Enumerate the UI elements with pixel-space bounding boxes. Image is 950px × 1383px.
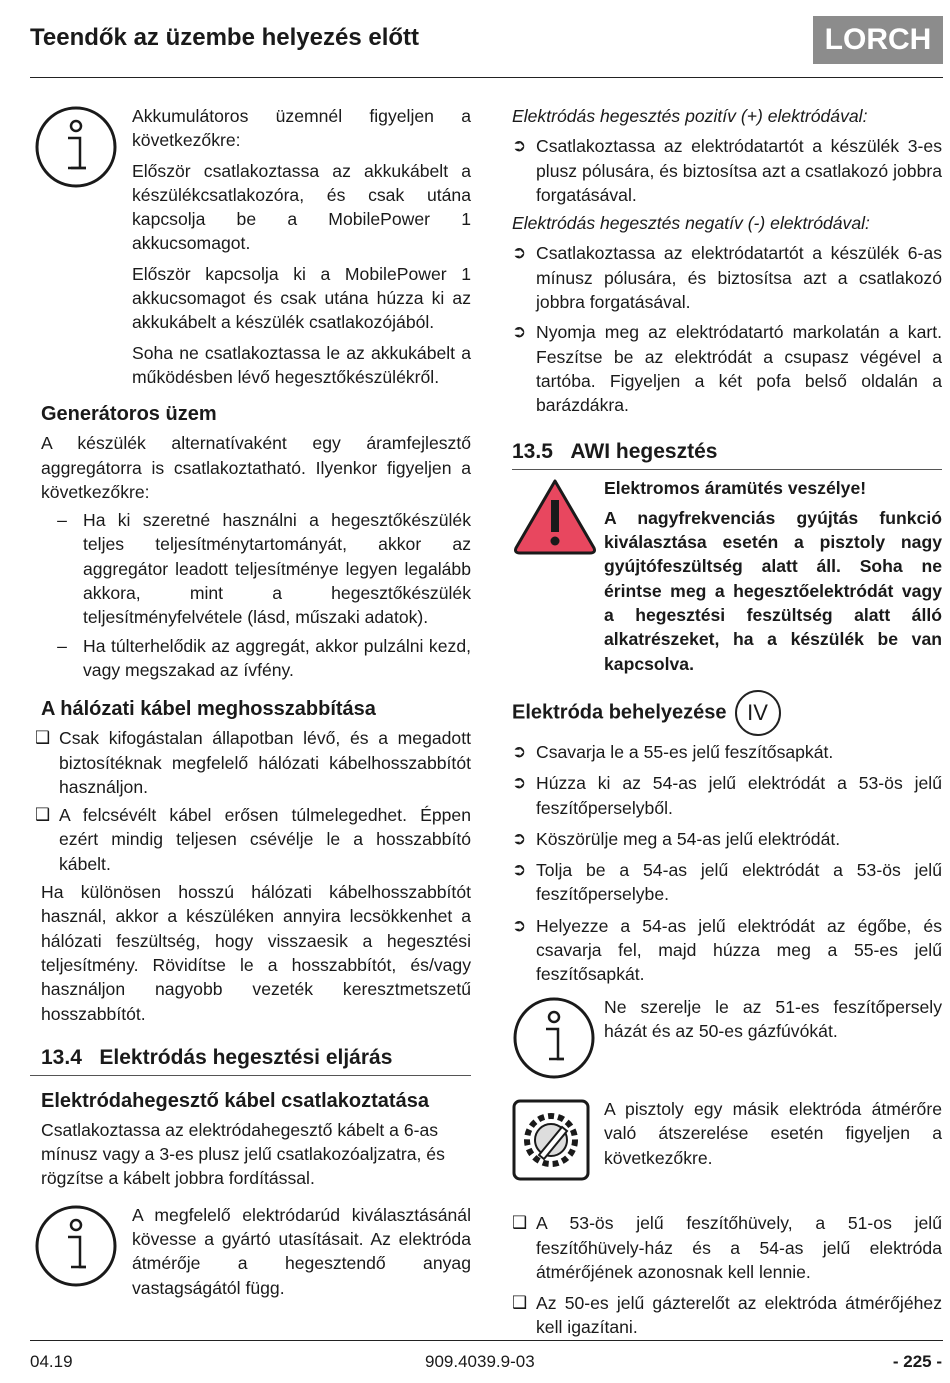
arrow-icon: ➲ — [512, 243, 527, 263]
list-item: ➲ Csatlakoztassa az elektródatartót a készülék 6-as mínusz pólusára, és biztosítsa azt a csatlakozó jobbra forgatásával. — [512, 241, 942, 314]
checkbox-icon: ❑ — [512, 1293, 528, 1313]
arrow-icon: ➲ — [512, 860, 527, 880]
gear-wrench-icon — [512, 1097, 604, 1189]
list-item: ➲ Csatlakoztassa az elektródatartót a készülék 3-es plusz pólusára, és biztosítsa azt a csatlakozó jobbra forgatásával. — [512, 134, 942, 207]
negative-label: Elektródás hegesztés negatív (-) elektródával: — [512, 213, 870, 234]
info-icon — [34, 1203, 126, 1295]
arrow-icon: ➲ — [512, 136, 527, 156]
note-text: A megfelelő elektródarúd kiválasztásánál kövesse a gyártó utasításait. Az elektróda átmérője a hegesztendő anyag vastagságától függ. — [132, 1204, 471, 1298]
arrow-icon: ➲ — [512, 322, 527, 342]
left-column — [35, 104, 471, 1300]
note-text: Soha ne csatlakoztassa le az akkukábelt a működésben lévő hegesztőkészülékről. — [132, 342, 471, 387]
note-text: Először kapcsolja ki a MobilePower 1 akkucsomagot és csak utána húzza ki az akkukábelt a készülék csatlakozójából. — [132, 263, 471, 333]
list-item: ❑ A felcsévélt kábel erősen túlmelegedhet. Éppen ezért mindig teljesen csévélje le a hosszabbító kábelt. — [35, 803, 471, 876]
list-item: ➲ Nyomja meg az elektródatartó markolatán a kart. Feszítse be az elektródát a csupasz végével a tartóba. Figyeljen a két pofa belső oldalán a barázdákra. — [512, 320, 942, 417]
checkbox-icon: ❑ — [512, 1213, 528, 1233]
note-text: Ne szerelje le az 51-es feszítőpersely házát és az 50-es gázfúvókát. — [604, 996, 942, 1041]
footer-date: 04.19 — [30, 1352, 73, 1371]
generator-heading: Generátoros üzem — [41, 403, 217, 426]
warning-title: Elektromos áramütés veszélye! — [604, 477, 867, 498]
arrow-icon: ➲ — [512, 773, 527, 793]
list-item: ➲ Húzza ki az 54-as jelű elektródát a 53-ös jelű feszítőperselyből. — [512, 771, 942, 820]
section-13-5-heading: 13.5 AWI hegesztés — [512, 438, 942, 470]
position-badge: IV — [735, 690, 781, 736]
checkbox-icon: ❑ — [35, 728, 51, 748]
page-number: - 225 - — [892, 1352, 942, 1371]
list-item: ➲ Helyezze a 54-as jelű elektródát az égőbe, és csavarja fel, majd húzza meg a 55-es jelű feszítősapkát. — [512, 914, 942, 987]
service-note — [512, 1097, 942, 1189]
cable-text: Csatlakoztassa az elektródahegesztő kábelt a 6-as mínusz vagy a 3-es plusz jelű csatlakozóaljzatra, és rögzítse a kábelt jobbra fordítással. — [41, 1119, 445, 1189]
list-item: ❑ Az 50-es jelű gázterelőt az elektróda átmérőjéhez kell igazítani. — [512, 1291, 942, 1340]
lorch-logo: LORCH — [813, 16, 943, 64]
info-note-electrode — [34, 1203, 471, 1300]
list-item: – Ha ki szeretné használni a hegesztőkészülék teljes teljesítménytartományát, akkor az aggregátor leadott teljesítménye legyen legalább akkora, mint a hegesztőkészülék teljesítményfelvétele (lásd, műszaki adatok). — [57, 510, 471, 628]
list-item: ➲ Köszörülje meg a 54-as jelű elektródát. — [512, 827, 942, 851]
warning-icon — [512, 476, 604, 676]
info-icon — [34, 104, 126, 196]
list-item: ❑ A 53-ös jelű feszítőhüvely, a 51-os jelű feszítőhüvely-ház és a 54-as jelű elektróda átmérőjének azonosnak kell lennie. — [512, 1211, 942, 1284]
header-rule — [30, 77, 943, 78]
footer-rule — [30, 1340, 943, 1341]
arrow-icon: ➲ — [512, 741, 527, 761]
arrow-icon: ➲ — [512, 828, 527, 848]
extension-text: Ha különösen hosszú hálózati kábelhosszabbítót használ, akkor a készüléken annyira lecsökkenhet a hálózati feszültség, hogy visszaesik a hegesztési teljesítmény. Rövidítse le a hosszabbítót, és/vagy használjon nagyobb vezeték keresztmetszetű hosszabbítót. — [41, 882, 471, 1024]
extension-heading: A hálózati kábel meghosszabbítása — [41, 698, 376, 721]
list-item: ❑ Csak kifogástalan állapotban lévő, és a megadott biztosítéknak megfelelő hálózati kábelhosszabbítót használjon. — [35, 726, 471, 799]
info-icon — [512, 995, 604, 1087]
warning-note — [512, 476, 942, 676]
list-item: ➲ Tolja be a 54-as jelű elektródát a 53-ös jelű feszítőperselybe. — [512, 858, 942, 907]
info-note-battery — [34, 104, 471, 389]
info-note-disassembly — [512, 995, 942, 1087]
warning-text: A nagyfrekvenciás gyújtás funkció kiválasztása esetén a pisztoly nagy gyújtófeszültség alatt áll. Soha ne érintse meg a hegesztőelektródát vagy a hegesztési feszültség alatt álló alkatrészeket, ha a készülék be van kapcsolva. — [604, 507, 942, 674]
page-title: Teendők az üzembe helyezés előtt — [30, 24, 420, 51]
right-column — [512, 104, 942, 1340]
note-text: A pisztoly egy másik elektróda átmérőre való átszerelése esetén figyeljen a következőkre. — [604, 1098, 942, 1168]
electrode-heading: Elektróda behelyezése IV — [512, 690, 942, 736]
checkbox-icon: ❑ — [35, 805, 51, 825]
arrow-icon: ➲ — [512, 915, 527, 935]
cable-heading: Elektródahegesztő kábel csatlakoztatása — [41, 1089, 429, 1112]
list-item: ➲ Csavarja le a 55-es jelű feszítősapkát. — [512, 740, 942, 764]
note-text: Először csatlakoztassa az akkukábelt a készülékcsatlakozóra, és csak utána kapcsolja be a MobilePower 1 akkucsomagot. — [132, 160, 471, 254]
generator-text: A készülék alternatívaként egy áramfejlesztő aggregátorra is csatlakoztatható. Ilyenkor figyeljen a következőkre: — [41, 433, 471, 502]
footer-doc-number: 909.4039.9-03 — [425, 1352, 535, 1371]
section-13-4-heading: 13.4 Elektródás hegesztési eljárás — [30, 1044, 471, 1076]
list-item: – Ha túlterhelődik az aggregát, akkor pulzálni kezd, vagy megszakad az ívfény. — [57, 635, 471, 680]
positive-label: Elektródás hegesztés pozitív (+) elektródával: — [512, 106, 868, 126]
note-text: Akkumulátoros üzemnél figyeljen a következőkre: — [132, 106, 471, 151]
